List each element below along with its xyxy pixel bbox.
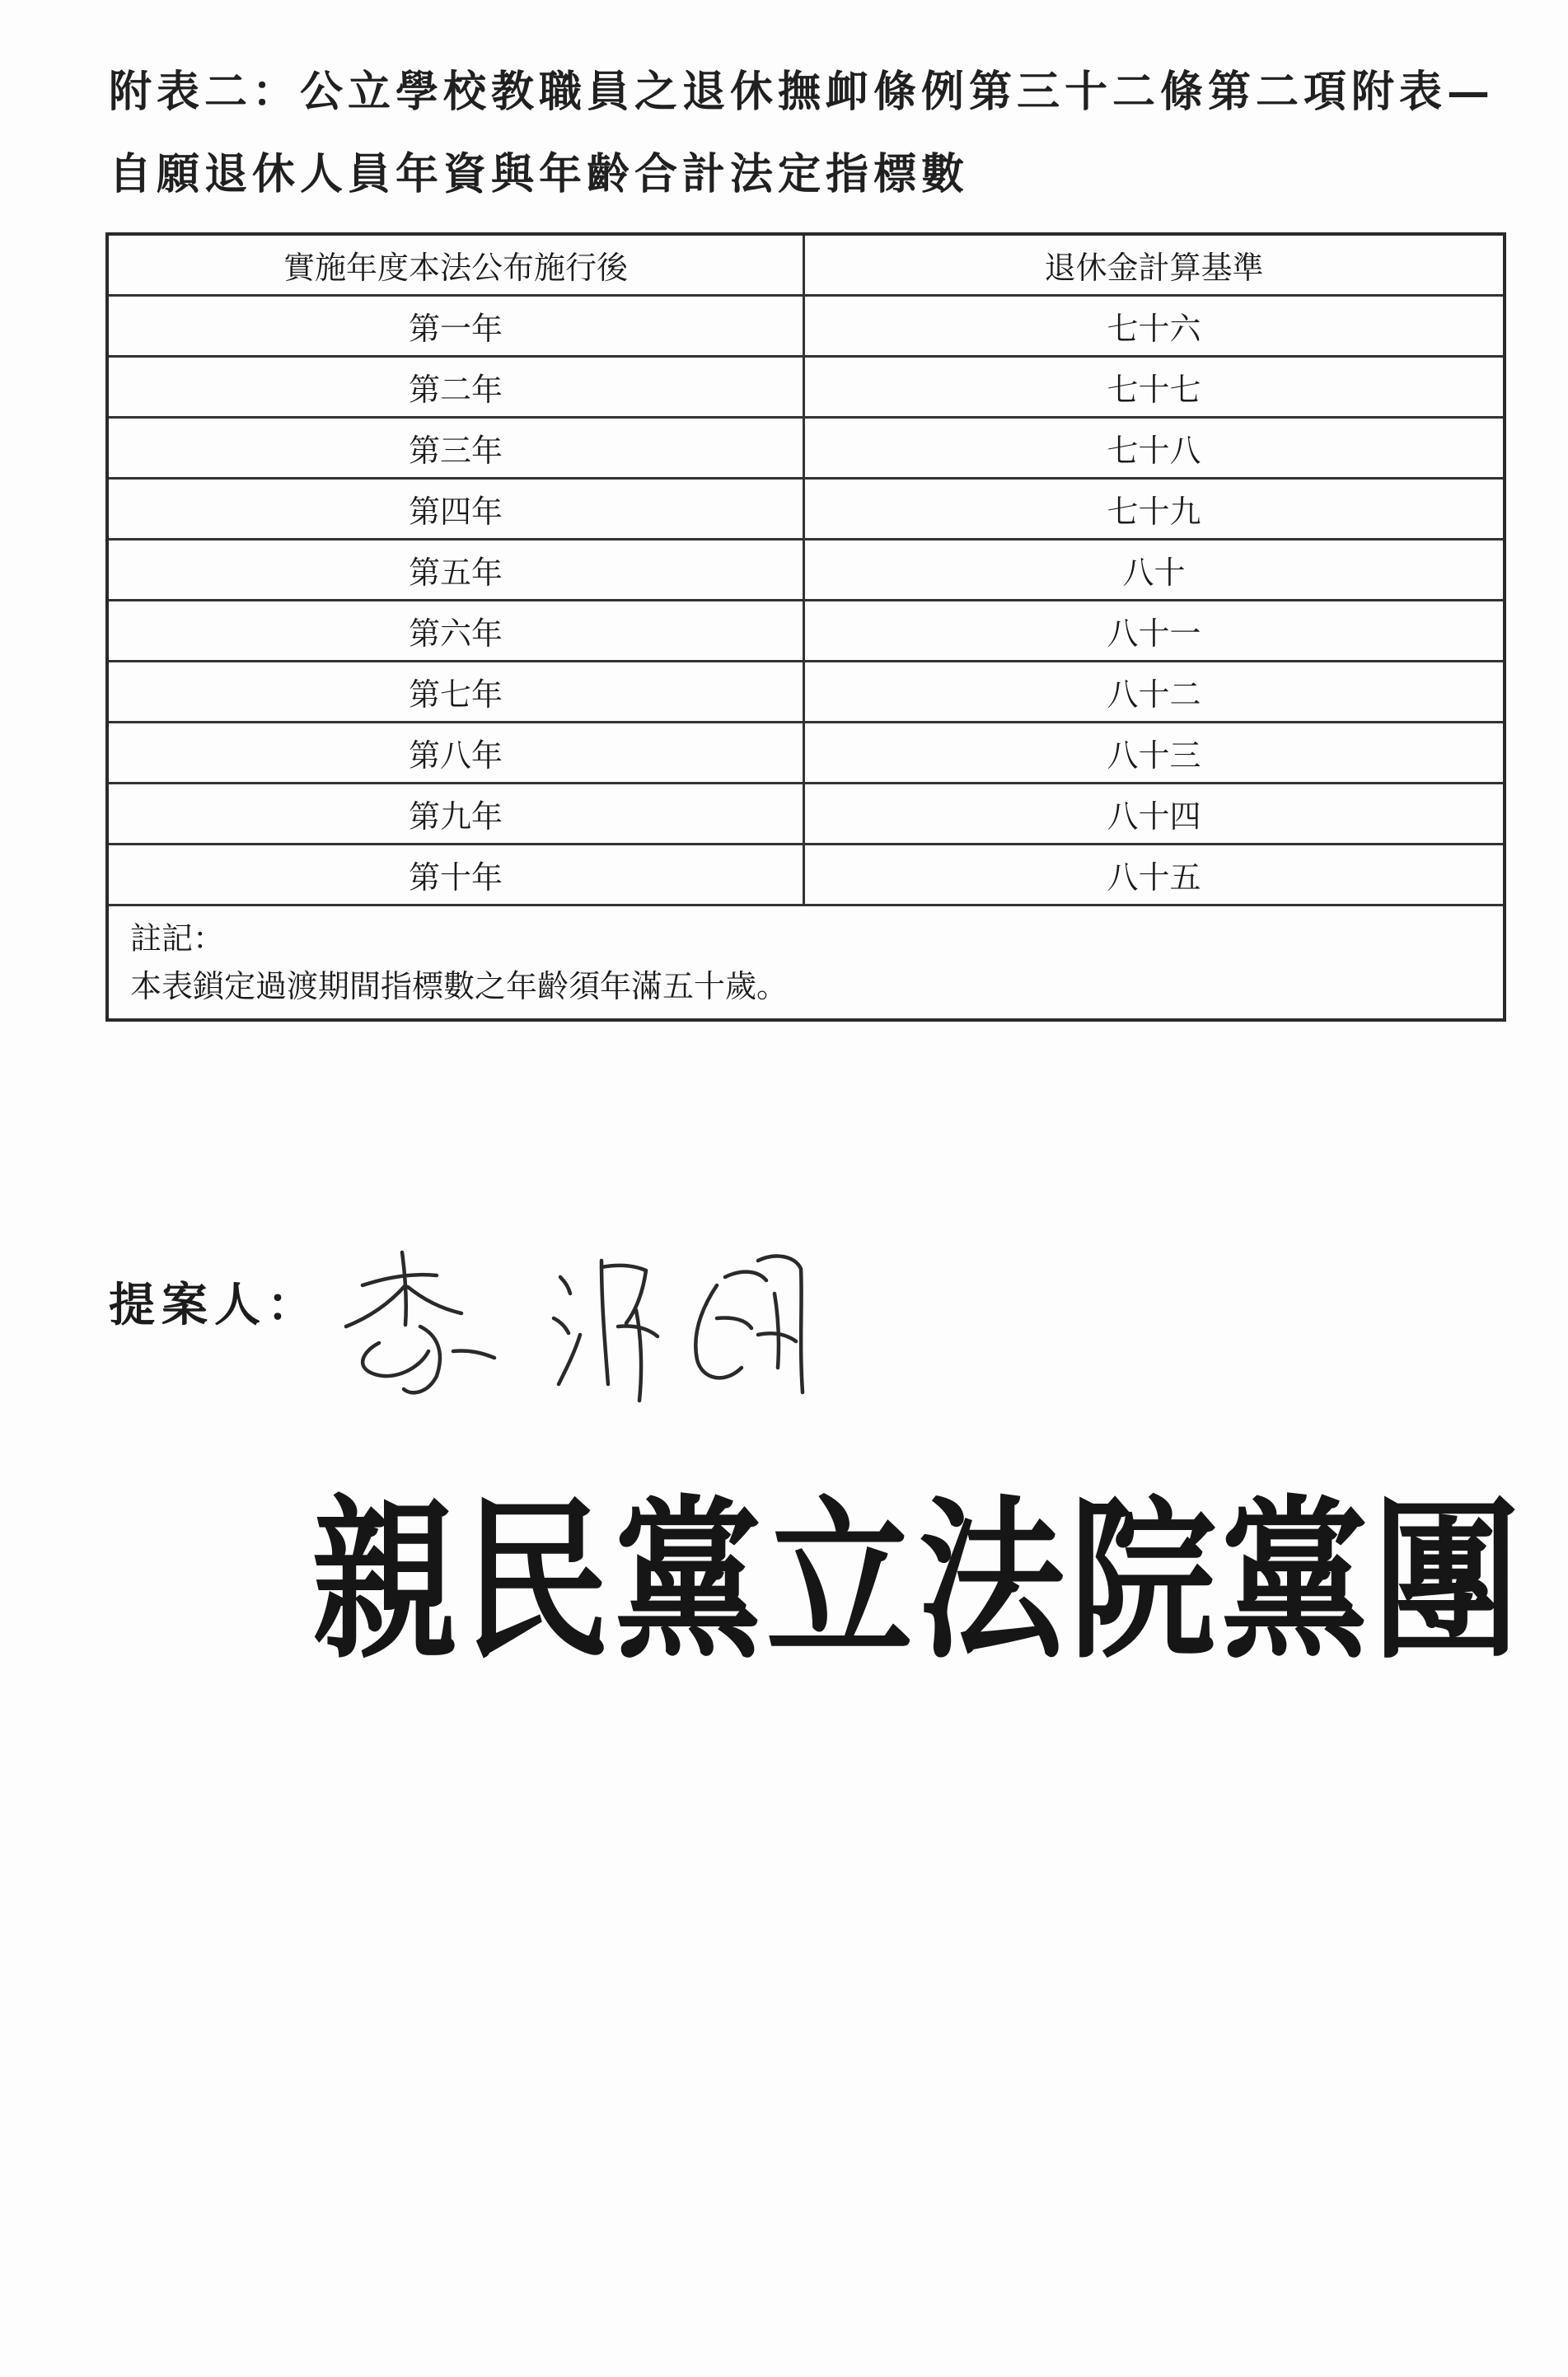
year-cell: 第九年 — [107, 784, 804, 845]
basis-cell: 七十九 — [804, 479, 1505, 540]
table-row — [107, 601, 1505, 662]
table-row — [107, 418, 1505, 479]
year-cell: 第八年 — [107, 723, 804, 784]
table-row — [107, 784, 1505, 845]
basis-cell: 八十一 — [804, 601, 1505, 662]
party-seal: 親民黨立法院黨團 — [311, 1478, 1524, 1682]
year-cell: 第七年 — [107, 662, 804, 723]
note-text: 本表鎖定過渡期間指標數之年齡須年滿五十歲。 — [130, 968, 789, 1004]
proposer-label: 提案人： — [109, 1278, 320, 1332]
year-cell: 第三年 — [107, 418, 804, 479]
year-cell: 第六年 — [107, 601, 804, 662]
table-row — [107, 540, 1505, 601]
column-header-year: 實施年度本法公布施行後 — [107, 234, 804, 296]
document-title: 附表二：公立學校教職員之退休撫卹條例第三十二條第二項附表—自願退休人員年資與年齡合計法定指標數 — [109, 67, 1495, 199]
table-row — [107, 845, 1505, 905]
table-note-row — [107, 905, 1505, 1021]
column-header-basis: 退休金計算基準 — [804, 234, 1505, 296]
table-row — [107, 479, 1505, 540]
table-row — [107, 723, 1505, 784]
year-cell: 第四年 — [107, 479, 804, 540]
handwritten-signature — [330, 1228, 890, 1417]
basis-cell: 八十三 — [804, 723, 1505, 784]
note-label: 註記： — [130, 920, 225, 957]
basis-cell: 八十四 — [804, 784, 1505, 845]
basis-cell: 八十 — [804, 540, 1505, 601]
basis-cell: 八十二 — [804, 662, 1505, 723]
table-row — [107, 296, 1505, 357]
basis-cell: 七十八 — [804, 418, 1505, 479]
table-note — [107, 905, 1505, 1021]
year-cell: 第十年 — [107, 845, 804, 905]
table-row — [107, 662, 1505, 723]
year-cell: 第二年 — [107, 357, 804, 418]
table-row — [107, 357, 1505, 418]
basis-cell: 八十五 — [804, 845, 1505, 905]
year-cell: 第五年 — [107, 540, 804, 601]
basis-cell: 七十七 — [804, 357, 1505, 418]
appendix-table — [105, 232, 1506, 1022]
table-header-row — [107, 234, 1505, 296]
year-cell: 第一年 — [107, 296, 804, 357]
basis-cell: 七十六 — [804, 296, 1505, 357]
